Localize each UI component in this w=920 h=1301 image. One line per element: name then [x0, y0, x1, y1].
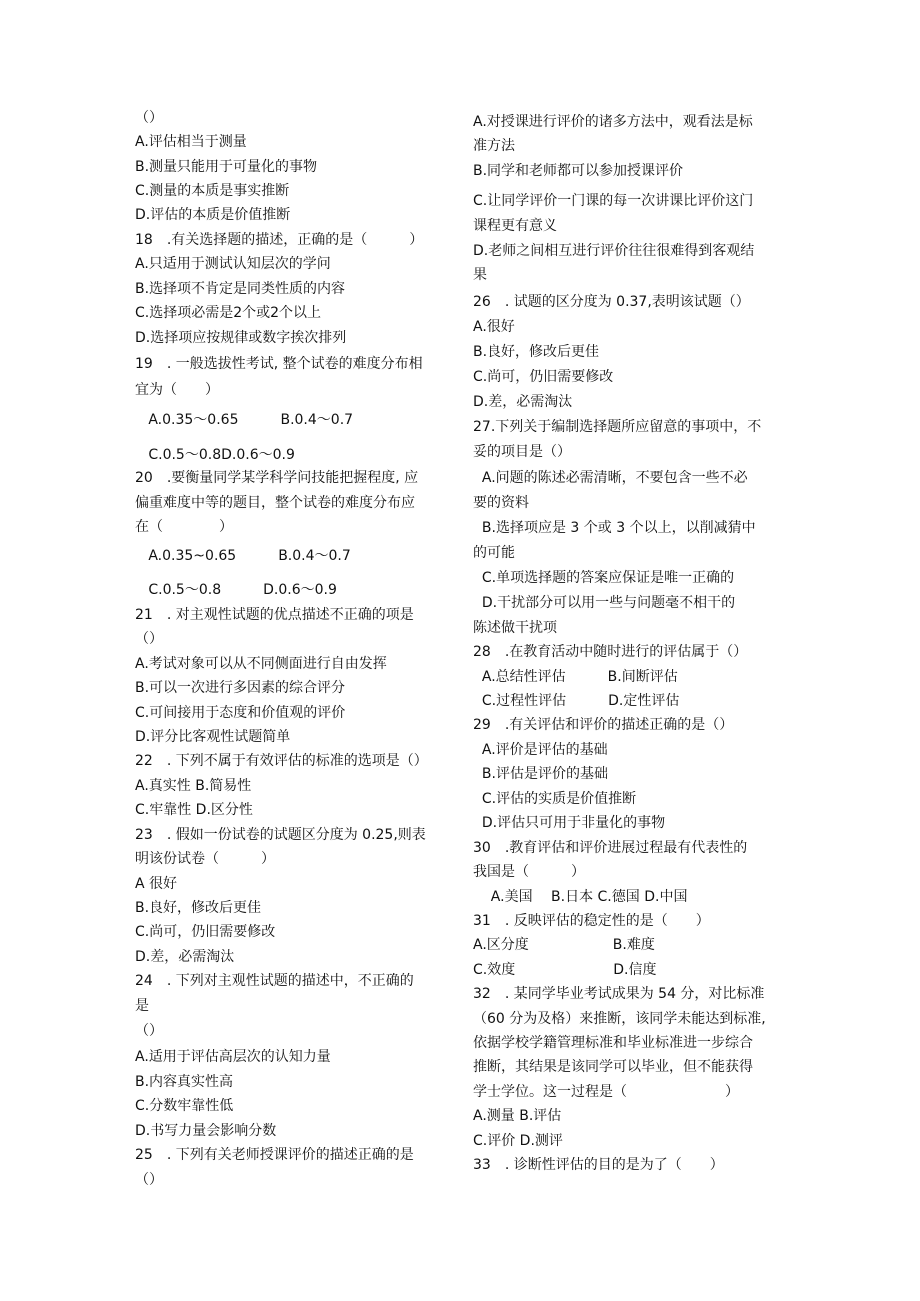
text-line: D.评估只可用于非量化的事物	[473, 815, 666, 831]
text-line: D.差，必需淘汰	[135, 949, 235, 965]
text-line: 在（ ）	[135, 519, 233, 535]
text-line: A.评价是评估的基础	[473, 742, 608, 758]
text-line: 宜为（ ）	[135, 382, 219, 398]
text-line: A.只适用于测试认知层次的学问	[135, 256, 331, 272]
text-line: C.尚可，仍旧需要修改	[135, 924, 276, 940]
question-28: 28 .在教育活动中随时进行的评估属于（）	[473, 644, 748, 660]
text-line: （）	[135, 1023, 163, 1039]
question-32: 32 . 某同学毕业考试成果为 54 分，对比标准	[473, 986, 765, 1002]
question-18: 18 .有关选择题的描述，正确的是（ ）	[135, 232, 424, 248]
text-line: A.问题的陈述必需清晰，不要包含一些不必	[473, 470, 748, 486]
text-line: D.评估的本质是价值推断	[135, 207, 291, 223]
text-line: C.过程性评估 D.定性评估	[473, 693, 680, 709]
text-line: 要的资料	[473, 495, 529, 511]
text-line: 我国是（ ）	[473, 864, 585, 880]
text-line: A.对授课进行评价的诸多方法中，观看法是标	[473, 114, 753, 130]
text-line: D.老师之间相互进行评价往往很难得到客观结	[473, 243, 755, 259]
text-line: D.干扰部分可以用一些与问题毫不相干的	[473, 595, 736, 611]
question-23: 23 . 假如一份试卷的试题区分度为 0.25,则表	[135, 827, 426, 843]
text-line: A.评估相当于测量	[135, 134, 247, 150]
text-line: D.差，必需淘汰	[473, 394, 573, 410]
text-line: C.评估的实质是价值推断	[473, 791, 637, 807]
question-21: 21 . 对主观性试题的优点描述不正确的项是	[135, 607, 414, 623]
question-30: 30 .教育评估和评价进展过程最有代表性的	[473, 840, 748, 856]
text-line: C.0.5～0.8D.0.6～0.9	[135, 447, 295, 463]
question-25: 25 . 下列有关老师授课评价的描述正确的是	[135, 1147, 414, 1163]
text-line: A.美国 B.日本 C.德国 D.中国	[473, 889, 688, 905]
text-line: 的可能	[473, 545, 515, 561]
text-line: 准方法	[473, 138, 515, 154]
text-line: 课程更有意义	[473, 218, 557, 234]
text-line: 明该份试卷（ ）	[135, 851, 275, 867]
text-line: B.同学和老师都可以参加授课评价	[473, 163, 684, 179]
text-line: C.选择项必需是2个或2个以上	[135, 305, 322, 321]
question-20: 20 .要衡量同学某学科学问技能把握程度, 应	[135, 470, 419, 486]
text-line: 偏重难度中等的题目，整个试卷的难度分布应	[135, 495, 415, 511]
text-line: 学士学位。这一过程是（ ）	[473, 1084, 739, 1100]
text-line: A.0.35~0.65 B.0.4～0.7	[135, 548, 351, 564]
text-line: 陈述做干扰项	[473, 620, 557, 636]
text-line: C.评价 D.测评	[473, 1133, 563, 1149]
text-line: A.区分度 B.难度	[473, 937, 655, 953]
text-line: 果	[473, 267, 487, 283]
question-24: 24 . 下列对主观性试题的描述中，不正确的	[135, 973, 414, 989]
question-22: 22 . 下列不属于有效评估的标准的选项是（）	[135, 753, 428, 769]
question-29: 29 .有关评估和评价的描述正确的是（）	[473, 717, 734, 733]
text-line: （）	[135, 1172, 163, 1188]
text-line: B.内容真实性高	[135, 1074, 234, 1090]
text-line: D.书写力量会影响分数	[135, 1123, 277, 1139]
text-line: C.牢靠性 D.区分性	[135, 802, 253, 818]
text-line: B.良好，修改后更佳	[473, 344, 600, 360]
text-line: C.效度 D.信度	[473, 962, 657, 978]
text-line: C.分数牢靠性低	[135, 1098, 234, 1114]
text-line: B.可以一次进行多因素的综合评分	[135, 680, 346, 696]
text-line: A.总结性评估 B.间断评估	[473, 669, 678, 685]
question-31: 31 . 反映评估的稳定性的是（ ）	[473, 913, 710, 929]
text-line: A 很好	[135, 876, 178, 892]
text-line: （）	[135, 631, 163, 647]
text-line: A.很好	[473, 319, 515, 335]
text-line: C.可间接用于态度和价值观的评价	[135, 705, 346, 721]
text-line: C.尚可，仍旧需要修改	[473, 369, 614, 385]
question-33: 33 . 诊断性评估的目的是为了（ ）	[473, 1157, 724, 1173]
text-line: 依据学校学籍管理标准和毕业标准进一步综合	[473, 1035, 753, 1051]
text-line: B.良好，修改后更佳	[135, 900, 262, 916]
text-line: B.评估是评价的基础	[473, 766, 608, 782]
text-line: D.评分比客观性试题简单	[135, 729, 291, 745]
text-line: A.适用于评估高层次的认知力量	[135, 1049, 331, 1065]
question-19: 19 . 一般选拔性考试, 整个试卷的难度分布相	[135, 356, 423, 372]
text-line: 妥的项目是（）	[473, 444, 571, 460]
text-line: 推断，其结果是该同学可以毕业，但不能获得	[473, 1059, 753, 1075]
text-line: C.单项选择题的答案应保证是唯一正确的	[473, 570, 735, 586]
text-line: A.真实性 B.简易性	[135, 778, 252, 794]
question-26: 26 . 试题的区分度为 0.37,表明该试题（）	[473, 294, 750, 310]
text-line: A.测量 B.评估	[473, 1108, 562, 1124]
text-line: （）	[135, 110, 163, 126]
text-line: B.选择项不肯定是同类性质的内容	[135, 281, 346, 297]
text-line: 是	[135, 998, 149, 1014]
question-27: 27.下列关于编制选择题所应留意的事项中，不	[473, 419, 762, 435]
text-line: C.让同学评价一门课的每一次讲课比评价这门	[473, 193, 754, 209]
text-line: C.0.5～0.8 D.0.6～0.9	[135, 582, 337, 598]
text-line: B.选择项应是 3 个或 3 个以上，以削减猜中	[473, 520, 756, 536]
text-line: A.0.35～0.65 B.0.4～0.7	[135, 412, 354, 428]
text-line: C.测量的本质是事实推断	[135, 183, 290, 199]
text-line: （60 分为及格）来推断，该同学未能达到标准,	[473, 1011, 766, 1027]
text-line: D.选择项应按规律或数字挨次排列	[135, 330, 347, 346]
text-line: A.考试对象可以从不同侧面进行自由发挥	[135, 656, 387, 672]
text-line: B.测量只能用于可量化的事物	[135, 159, 318, 175]
